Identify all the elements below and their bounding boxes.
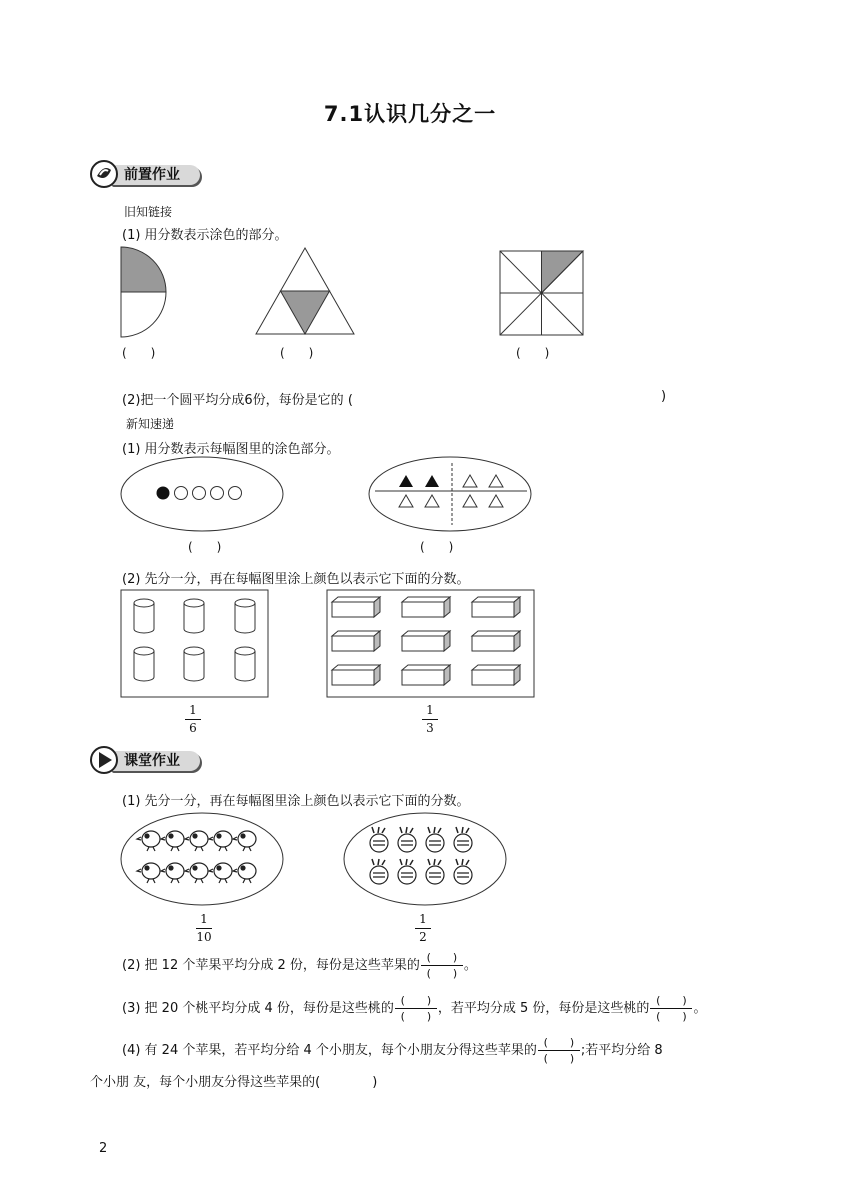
answer-blank[interactable]: ( ) — [420, 540, 454, 554]
class-question-3: (3) 把 20 个桃平均分成 4 份，每份是这些桃的 ( ) ( ) ，若平均分成 5 份，每份是这些桃的 ( ) ( ) 。 — [122, 994, 707, 1023]
class-question-4: (4) 有 24 个苹果，若平均分给 4 个小朋友，每个小朋友分得这些苹果的 ( ) ( ) ;若平均分给 8 — [122, 1036, 663, 1065]
fraction-label: 1 2 — [403, 912, 443, 945]
pencil-icon — [90, 160, 118, 188]
answer-blank[interactable]: ( ) — [122, 346, 156, 360]
cylinder — [235, 647, 255, 681]
new-question-2-text: (2) 先分一分，再在每幅图里涂上颜色以表示它下面的分数。 — [122, 572, 470, 587]
new-question-1-text: (1) 用分数表示每幅图里的涂色部分。 — [122, 442, 340, 457]
badge-label: 前置作业 — [124, 167, 180, 183]
fraction-blank[interactable]: ( ) ( ) — [650, 995, 692, 1022]
section-badge-classwork — [90, 746, 210, 776]
answer-blank[interactable]: ( ) — [516, 346, 550, 360]
circles-ellipse-figure — [119, 455, 287, 535]
cylinders-figure — [120, 589, 270, 699]
new-knowledge-label: 新知速递 — [126, 417, 175, 431]
class-question-4-line-2: 个小朋 友，每个小朋友分得这些苹果的( ) — [90, 1075, 378, 1090]
cylinder — [184, 647, 204, 681]
class-question-1-text: (1) 先分一分，再在每幅图里涂上颜色以表示它下面的分数。 — [122, 794, 470, 809]
chicks-ellipse-figure — [119, 811, 287, 911]
page-title: 7.1认识几分之一 — [323, 102, 497, 126]
triangle-figure — [254, 246, 356, 338]
class-question-2: (2) 把 12 个苹果平均分成 2 份，每份是这些苹果的 ( ) ( ) 。 — [122, 951, 477, 980]
half-circle-figure — [118, 244, 174, 340]
fraction-blank[interactable]: ( ) ( ) — [421, 952, 463, 979]
fraction-label: 1 10 — [196, 912, 212, 944]
square-figure — [499, 250, 585, 338]
cylinder — [134, 647, 154, 681]
question-2-close: ) — [661, 389, 667, 404]
page-number: 2 — [99, 1141, 108, 1156]
play-icon — [90, 746, 118, 774]
cylinder — [134, 599, 154, 633]
cylinder — [235, 599, 255, 633]
badge-label: 课堂作业 — [124, 753, 180, 769]
fraction-label: 1 6 — [173, 703, 213, 736]
answer-blank[interactable]: ( ) — [188, 540, 222, 554]
question-2-text: (2)把一个圆平均分成6份，每份是它的 ( — [122, 393, 353, 408]
cylinder — [184, 599, 204, 633]
fraction-label: 1 3 — [410, 703, 450, 736]
answer-blank[interactable]: ( ) — [280, 346, 314, 360]
radish-ellipse-figure — [342, 811, 510, 911]
triangles-ellipse-figure — [367, 455, 535, 535]
section-badge-preview — [90, 160, 210, 190]
fraction-blank[interactable]: ( ) ( ) — [395, 995, 437, 1022]
old-knowledge-label: 旧知链接 — [124, 205, 173, 219]
bricks-figure — [326, 589, 536, 699]
question-1-text: (1) 用分数表示涂色的部分。 — [122, 228, 288, 243]
fraction-blank[interactable]: ( ) ( ) — [538, 1037, 580, 1064]
